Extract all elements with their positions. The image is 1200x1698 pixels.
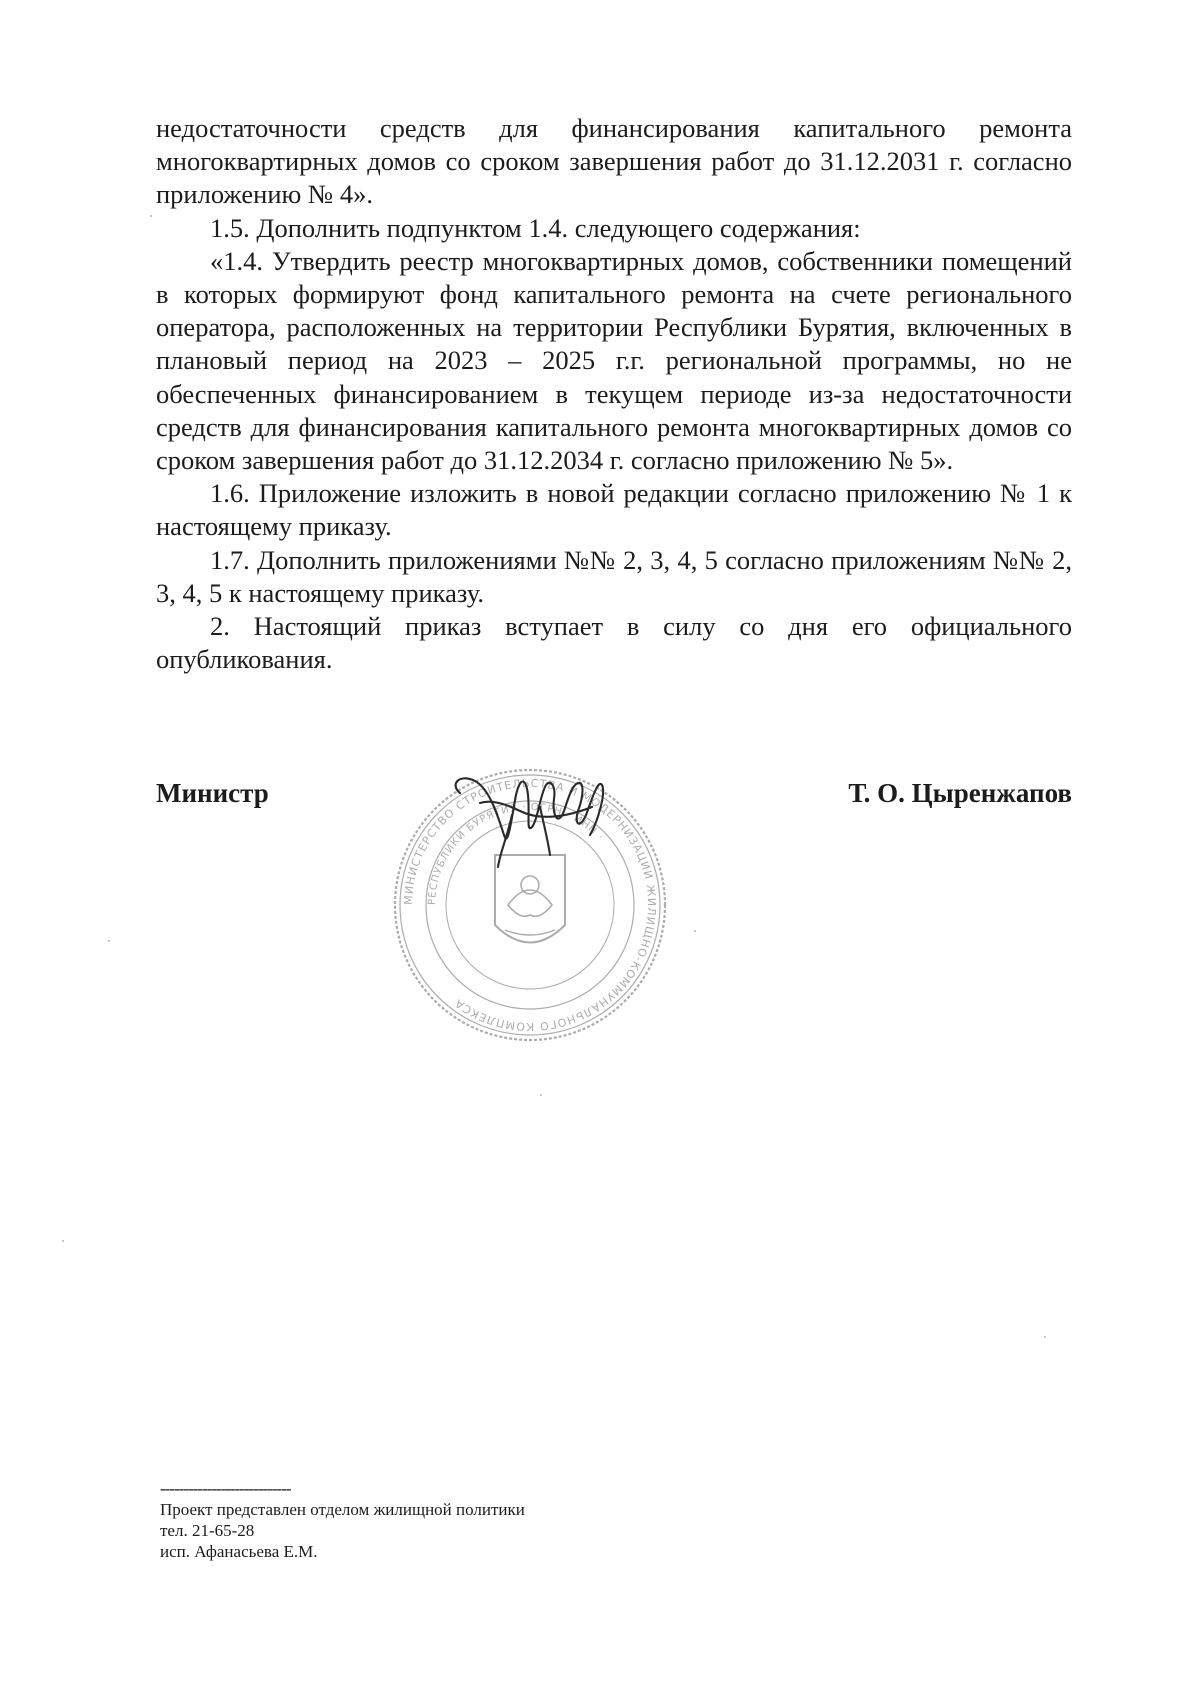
footer-line-department: Проект представлен отделом жилищной политики bbox=[160, 1500, 525, 1519]
paragraph-2: 2. Настоящий приказ вступает в силу со дня его официального опубликования. bbox=[156, 611, 1072, 675]
footer-line-executor: исп. Афанасьева Е.М. bbox=[160, 1542, 318, 1561]
footer-divider: ---------------------------- bbox=[160, 1479, 291, 1498]
scan-speck bbox=[1044, 1336, 1046, 1338]
body-text bbox=[156, 112, 1072, 676]
scan-speck bbox=[62, 1240, 64, 1242]
scan-speck bbox=[694, 930, 696, 932]
signature-block bbox=[156, 778, 1072, 818]
paragraph-1-5: 1.5. Дополнить подпунктом 1.4. следующего содержания: bbox=[210, 212, 861, 243]
paragraph-1-6: 1.6. Приложение изложить в новой редакции согласно приложению № 1 к настоящему приказу. bbox=[156, 478, 1072, 542]
paragraph-1-4-new: «1.4. Утвердить реестр многоквартирных домов, собственники помещений в которых формируют фонд капитального ремонта на счете регионального оператора, расположенных на территории Республики Бурятия, включенных в плановый период на 2023 – 2025 г.г. региональной программы, но не обеспеченных финансированием в текущем периоде из-за недостаточности средств для финансирования капитального ремонта многоквартирных домов со сроком завершения работ до 31.12.2034 г. согласно приложению № 5». bbox=[156, 245, 1072, 476]
footer-line-phone: тел. 21-65-28 bbox=[160, 1521, 255, 1540]
paragraph-1-7: 1.7. Дополнить приложениями №№ 2, 3, 4, 5 согласно приложениям №№ 2, 3, 4, 5 к настоящему приказу. bbox=[156, 544, 1072, 608]
scan-speck bbox=[150, 215, 152, 217]
paragraph-continuation: недостаточности средств для финансирования капитального ремонта многоквартирных домов со сроком завершения работ до 31.12.2031 г. согласно приложению № 4». bbox=[156, 113, 1072, 210]
svg-text:РЕСПУБЛИКИ БУРЯТИЯ · ОГРН · ИН: РЕСПУБЛИКИ БУРЯТИЯ · ОГРН · ИНН · bbox=[426, 801, 606, 906]
signatory-name: Т. О. Цыренжапов bbox=[848, 778, 1072, 808]
scan-speck bbox=[540, 1094, 542, 1096]
scan-speck bbox=[108, 940, 110, 942]
svg-text:МИНИСТЕРСТВО СТРОИТЕЛЬСТВА И М: МИНИСТЕРСТВО СТРОИТЕЛЬСТВА И МОДЕРНИЗАЦИИ ЖИЛИЩНО-КОММУНАЛЬНОГО КОМПЛЕКСА bbox=[401, 776, 659, 1034]
signatory-position: Министр bbox=[156, 778, 269, 808]
footer-note bbox=[160, 1478, 525, 1562]
emblem-icon bbox=[495, 855, 565, 943]
